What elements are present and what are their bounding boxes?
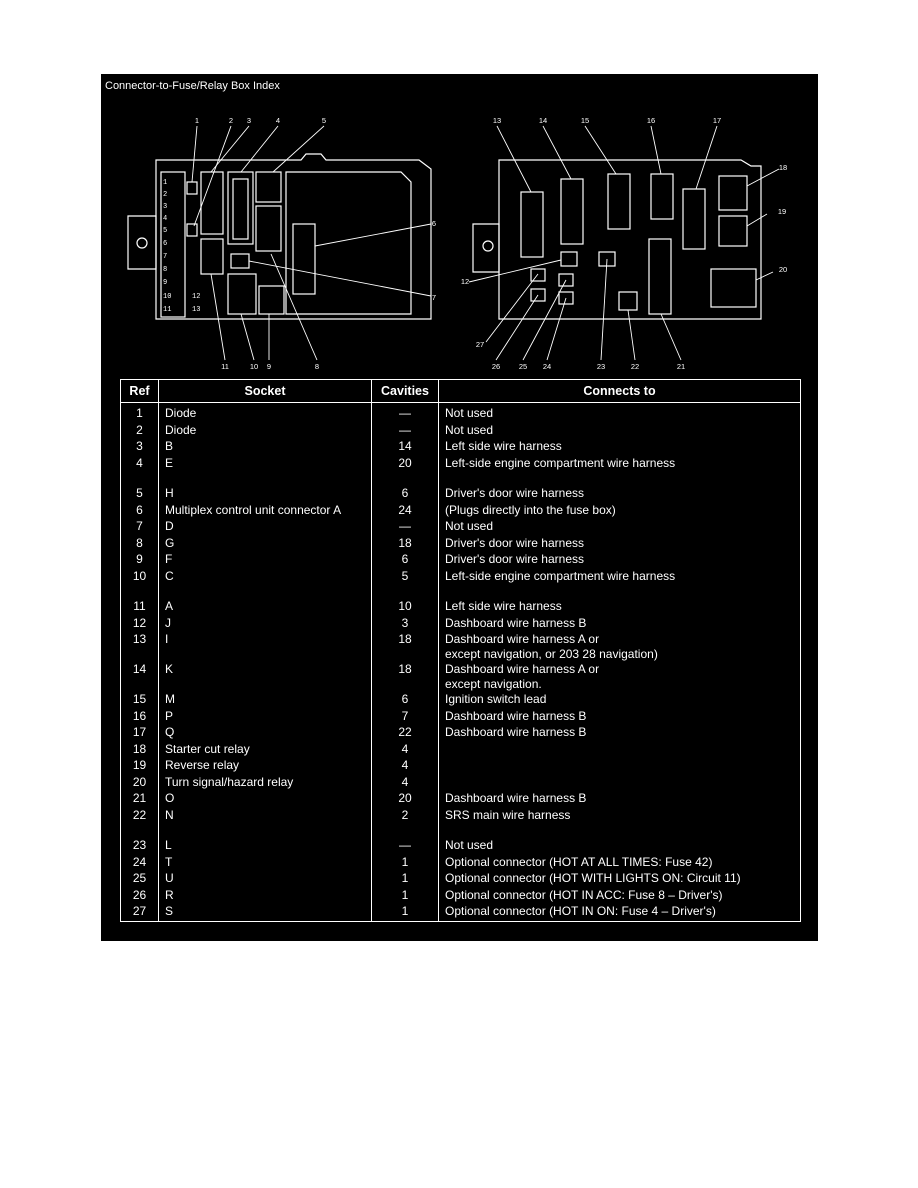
fuse-label: 8	[163, 266, 168, 274]
callout-19: 19	[777, 207, 787, 216]
callout-9: 9	[266, 362, 272, 371]
page-title: Connector-to-Fuse/Relay Box Index	[105, 80, 280, 92]
row-connects: (Plugs directly into the fuse box)	[439, 503, 801, 520]
table-row	[121, 519, 801, 536]
callout-5: 5	[321, 116, 327, 125]
row-cavities: 22	[372, 725, 439, 742]
row-connects: Optional connector (HOT IN ON: Fuse 4 – Driver's)	[439, 904, 801, 921]
row-ref: 25	[121, 871, 159, 888]
table-header-row	[121, 380, 801, 403]
row-cavities: 1	[372, 888, 439, 905]
row-socket: E	[159, 456, 372, 473]
table-row	[121, 742, 801, 759]
row-connects: Not used	[439, 403, 801, 423]
row-connects: Optional connector (HOT AT ALL TIMES: Fuse 42)	[439, 855, 801, 872]
row-connects	[439, 632, 801, 662]
row-ref: 14	[121, 662, 159, 692]
row-socket: T	[159, 855, 372, 872]
callout-6: 6	[431, 219, 437, 228]
row-ref: 5	[121, 472, 159, 503]
callout-8: 8	[314, 362, 320, 371]
row-connects: Dashboard wire harness B	[439, 791, 801, 808]
row-socket: Diode	[159, 423, 372, 440]
row-connects: Dashboard wire harness B	[439, 725, 801, 742]
row-ref: 7	[121, 519, 159, 536]
fuse-label: 12	[192, 293, 201, 301]
row-ref: 15	[121, 692, 159, 709]
callout-25: 25	[518, 362, 528, 371]
row-connects: Dashboard wire harness B	[439, 616, 801, 633]
row-ref: 4	[121, 456, 159, 473]
callout-22: 22	[630, 362, 640, 371]
row-connects	[439, 775, 801, 792]
row-socket: H	[159, 472, 372, 503]
row-cavities: 1	[372, 871, 439, 888]
row-socket: I	[159, 632, 372, 662]
row-cavities: 6	[372, 692, 439, 709]
left-mount-hole	[137, 238, 147, 248]
row-cavities: 4	[372, 775, 439, 792]
row-cavities: 6	[372, 472, 439, 503]
row-cavities: —	[372, 519, 439, 536]
row-ref: 10	[121, 569, 159, 586]
row-cavities: 18	[372, 662, 439, 692]
header-connects-to: Connects to	[439, 380, 801, 403]
table-row	[121, 439, 801, 456]
row-ref: 18	[121, 742, 159, 759]
table-body	[121, 403, 801, 922]
row-socket: L	[159, 824, 372, 855]
row-ref: 1	[121, 403, 159, 423]
fuse-label: 10	[163, 293, 172, 301]
left-mount-tab	[128, 216, 156, 269]
row-connects: Optional connector (HOT IN ACC: Fuse 8 – Driver's)	[439, 888, 801, 905]
fuse-label: 3	[163, 203, 168, 211]
row-connects: SRS main wire harness	[439, 808, 801, 825]
fuse-label: 5	[163, 227, 168, 235]
row-cavities: 3	[372, 616, 439, 633]
table-row	[121, 569, 801, 586]
row-ref: 3	[121, 439, 159, 456]
fuse-label: 13	[192, 306, 201, 314]
row-socket: A	[159, 585, 372, 616]
right-mount-hole	[483, 241, 493, 251]
row-cavities: 24	[372, 503, 439, 520]
index-panel	[101, 74, 818, 941]
callout-14: 14	[538, 116, 548, 125]
row-ref: 13	[121, 632, 159, 662]
table-row	[121, 662, 801, 692]
table-row	[121, 725, 801, 742]
table-row	[121, 871, 801, 888]
row-cavities: 1	[372, 855, 439, 872]
table-row	[121, 632, 801, 662]
row-ref: 22	[121, 808, 159, 825]
row-connects-line2: except navigation.	[445, 677, 542, 691]
row-connects: Dashboard wire harness B	[439, 709, 801, 726]
callout-4: 4	[275, 116, 281, 125]
row-socket: Q	[159, 725, 372, 742]
row-socket: K	[159, 662, 372, 692]
callout-10: 10	[249, 362, 259, 371]
table-row	[121, 692, 801, 709]
row-ref: 23	[121, 824, 159, 855]
row-cavities: 6	[372, 552, 439, 569]
row-connects: Left-side engine compartment wire harness	[439, 569, 801, 586]
table-row	[121, 616, 801, 633]
table-row	[121, 888, 801, 905]
row-connects: Not used	[439, 519, 801, 536]
header-socket: Socket	[159, 380, 372, 403]
row-connects: Left-side engine compartment wire harness	[439, 456, 801, 473]
row-socket: Starter cut relay	[159, 742, 372, 759]
row-socket: B	[159, 439, 372, 456]
fuse-label: 6	[163, 240, 168, 248]
row-connects: Driver's door wire harness	[439, 552, 801, 569]
callout-27: 27	[475, 340, 485, 349]
callout-24: 24	[542, 362, 552, 371]
row-connects	[439, 742, 801, 759]
fuse-labels	[163, 179, 200, 314]
row-socket: D	[159, 519, 372, 536]
table-row	[121, 585, 801, 616]
row-cavities: 18	[372, 536, 439, 553]
table-row	[121, 855, 801, 872]
row-cavities: 5	[372, 569, 439, 586]
row-cavities: 18	[372, 632, 439, 662]
fuse-label: 9	[163, 279, 168, 287]
table-row	[121, 552, 801, 569]
callout-23: 23	[596, 362, 606, 371]
row-cavities: 2	[372, 808, 439, 825]
row-ref: 12	[121, 616, 159, 633]
row-socket: N	[159, 808, 372, 825]
row-ref: 17	[121, 725, 159, 742]
row-ref: 24	[121, 855, 159, 872]
row-ref: 11	[121, 585, 159, 616]
callout-18: 18	[778, 163, 788, 172]
header-ref: Ref	[121, 380, 159, 403]
row-socket: U	[159, 871, 372, 888]
callout-1: 1	[194, 116, 200, 125]
table-row	[121, 536, 801, 553]
table-row	[121, 423, 801, 440]
row-connects: Driver's door wire harness	[439, 536, 801, 553]
table-row	[121, 456, 801, 473]
row-cavities: 10	[372, 585, 439, 616]
table-row	[121, 791, 801, 808]
row-connects	[439, 758, 801, 775]
row-cavities: 20	[372, 791, 439, 808]
table-row	[121, 503, 801, 520]
row-cavities: 4	[372, 742, 439, 759]
row-ref: 19	[121, 758, 159, 775]
table-row	[121, 709, 801, 726]
row-cavities: 7	[372, 709, 439, 726]
row-connects: Ignition switch lead	[439, 692, 801, 709]
row-cavities: —	[372, 403, 439, 423]
fuse-label: 2	[163, 191, 168, 199]
callout-21: 21	[676, 362, 686, 371]
row-ref: 9	[121, 552, 159, 569]
callout-11: 11	[221, 362, 229, 371]
callout-16: 16	[646, 116, 656, 125]
table-row	[121, 472, 801, 503]
row-connects: Left side wire harness	[439, 439, 801, 456]
connector-index-table	[120, 379, 801, 922]
row-connects	[439, 662, 801, 692]
row-cavities: —	[372, 824, 439, 855]
fuse-label: 7	[163, 253, 168, 261]
right-callouts	[461, 116, 787, 371]
row-ref: 16	[121, 709, 159, 726]
callout-3: 3	[246, 116, 252, 125]
row-ref: 6	[121, 503, 159, 520]
row-ref: 8	[121, 536, 159, 553]
row-ref: 27	[121, 904, 159, 921]
callout-2: 2	[228, 116, 234, 125]
table-row	[121, 904, 801, 921]
row-socket: S	[159, 904, 372, 921]
leader-lines	[192, 126, 779, 360]
fuse-label: 4	[163, 215, 168, 223]
row-cavities: 20	[372, 456, 439, 473]
callout-13: 13	[492, 116, 502, 125]
row-socket: Turn signal/hazard relay	[159, 775, 372, 792]
fuse-box-diagram	[101, 74, 818, 374]
table-row	[121, 808, 801, 825]
row-connects: Left side wire harness	[439, 585, 801, 616]
right-mount-tab	[473, 224, 499, 272]
row-socket: J	[159, 616, 372, 633]
row-socket: M	[159, 692, 372, 709]
table-row	[121, 758, 801, 775]
row-socket: F	[159, 552, 372, 569]
row-socket: R	[159, 888, 372, 905]
callout-26: 26	[491, 362, 501, 371]
row-cavities: 1	[372, 904, 439, 921]
row-ref: 26	[121, 888, 159, 905]
fuse-label: 1	[163, 179, 168, 187]
row-cavities: 4	[372, 758, 439, 775]
row-cavities: 14	[372, 439, 439, 456]
fuse-label: 11	[163, 306, 172, 314]
row-socket: Diode	[159, 403, 372, 423]
callout-20: 20	[778, 265, 788, 274]
row-connects: Driver's door wire harness	[439, 472, 801, 503]
row-connects: Not used	[439, 824, 801, 855]
row-socket: C	[159, 569, 372, 586]
row-connects: Not used	[439, 423, 801, 440]
header-cavities: Cavities	[372, 380, 439, 403]
row-cavities: —	[372, 423, 439, 440]
row-ref: 21	[121, 791, 159, 808]
table-row	[121, 775, 801, 792]
row-socket: Reverse relay	[159, 758, 372, 775]
row-socket: Multiplex control unit connector A	[159, 503, 372, 520]
row-ref: 20	[121, 775, 159, 792]
table-row	[121, 824, 801, 855]
row-socket: G	[159, 536, 372, 553]
callout-17: 17	[712, 116, 722, 125]
row-socket: O	[159, 791, 372, 808]
row-connects-line1: Dashboard wire harness A or	[445, 662, 600, 676]
row-connects-line1: Dashboard wire harness A or	[445, 632, 600, 646]
table-row	[121, 403, 801, 423]
row-socket: P	[159, 709, 372, 726]
row-connects: Optional connector (HOT WITH LIGHTS ON: Circuit 11)	[439, 871, 801, 888]
row-connects-line2: except navigation, or 203 28 navigation)	[445, 647, 658, 661]
callout-12: 12	[460, 277, 470, 286]
row-ref: 2	[121, 423, 159, 440]
callout-15: 15	[580, 116, 590, 125]
callout-7: 7	[431, 293, 437, 302]
